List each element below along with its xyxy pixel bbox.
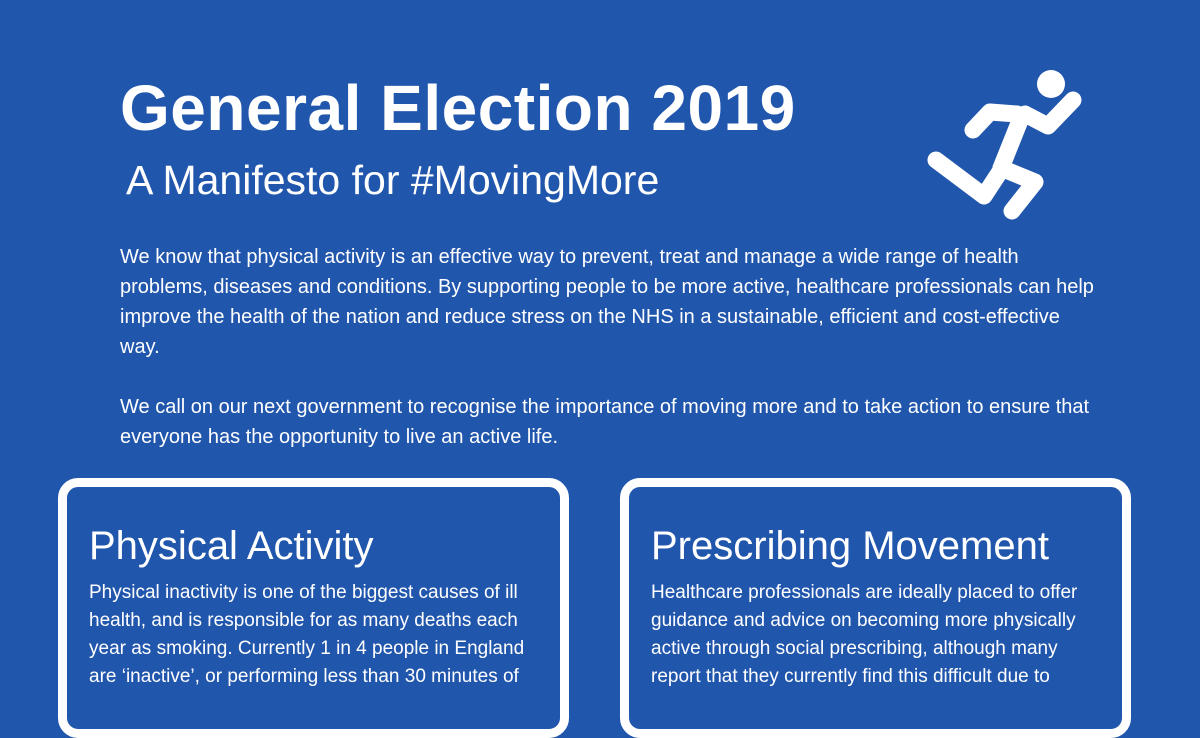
card-title: Prescribing Movement: [651, 524, 1049, 568]
page-subtitle: A Manifesto for #MovingMore: [126, 157, 660, 203]
running-person-icon: [922, 68, 1082, 220]
intro-paragraph: We know that physical activity is an effective way to prevent, treat and manage a wide range of health problems, diseases and conditions. By supporting people to be more active, healthcare professionals can help improve the health of the nation and reduce stress on the NHS in a sustainable, efficient and cost-effective way.: [120, 246, 1094, 358]
intro-paragraph: We call on our next government to recognise the importance of moving more and to take action to ensure that everyone has the opportunity to live an active life.: [120, 396, 1090, 448]
prescribing-movement-card: [620, 478, 1131, 738]
card-title: Physical Activity: [89, 524, 374, 568]
physical-activity-card: [58, 478, 569, 738]
card-text: Physical inactivity is one of the biggest causes of ill health, and is responsible for as many deaths each year as smoking. Currently 1 in 4 people in England are ‘inactive’, or performing less than 30 minutes of: [89, 582, 525, 687]
page-title: General Election 2019: [120, 72, 796, 144]
card-text: Healthcare professionals are ideally placed to offer guidance and advice on becoming more physically active through social prescribing, although many report that they currently find this difficult due to: [651, 582, 1078, 687]
intro-text: [120, 242, 1100, 482]
